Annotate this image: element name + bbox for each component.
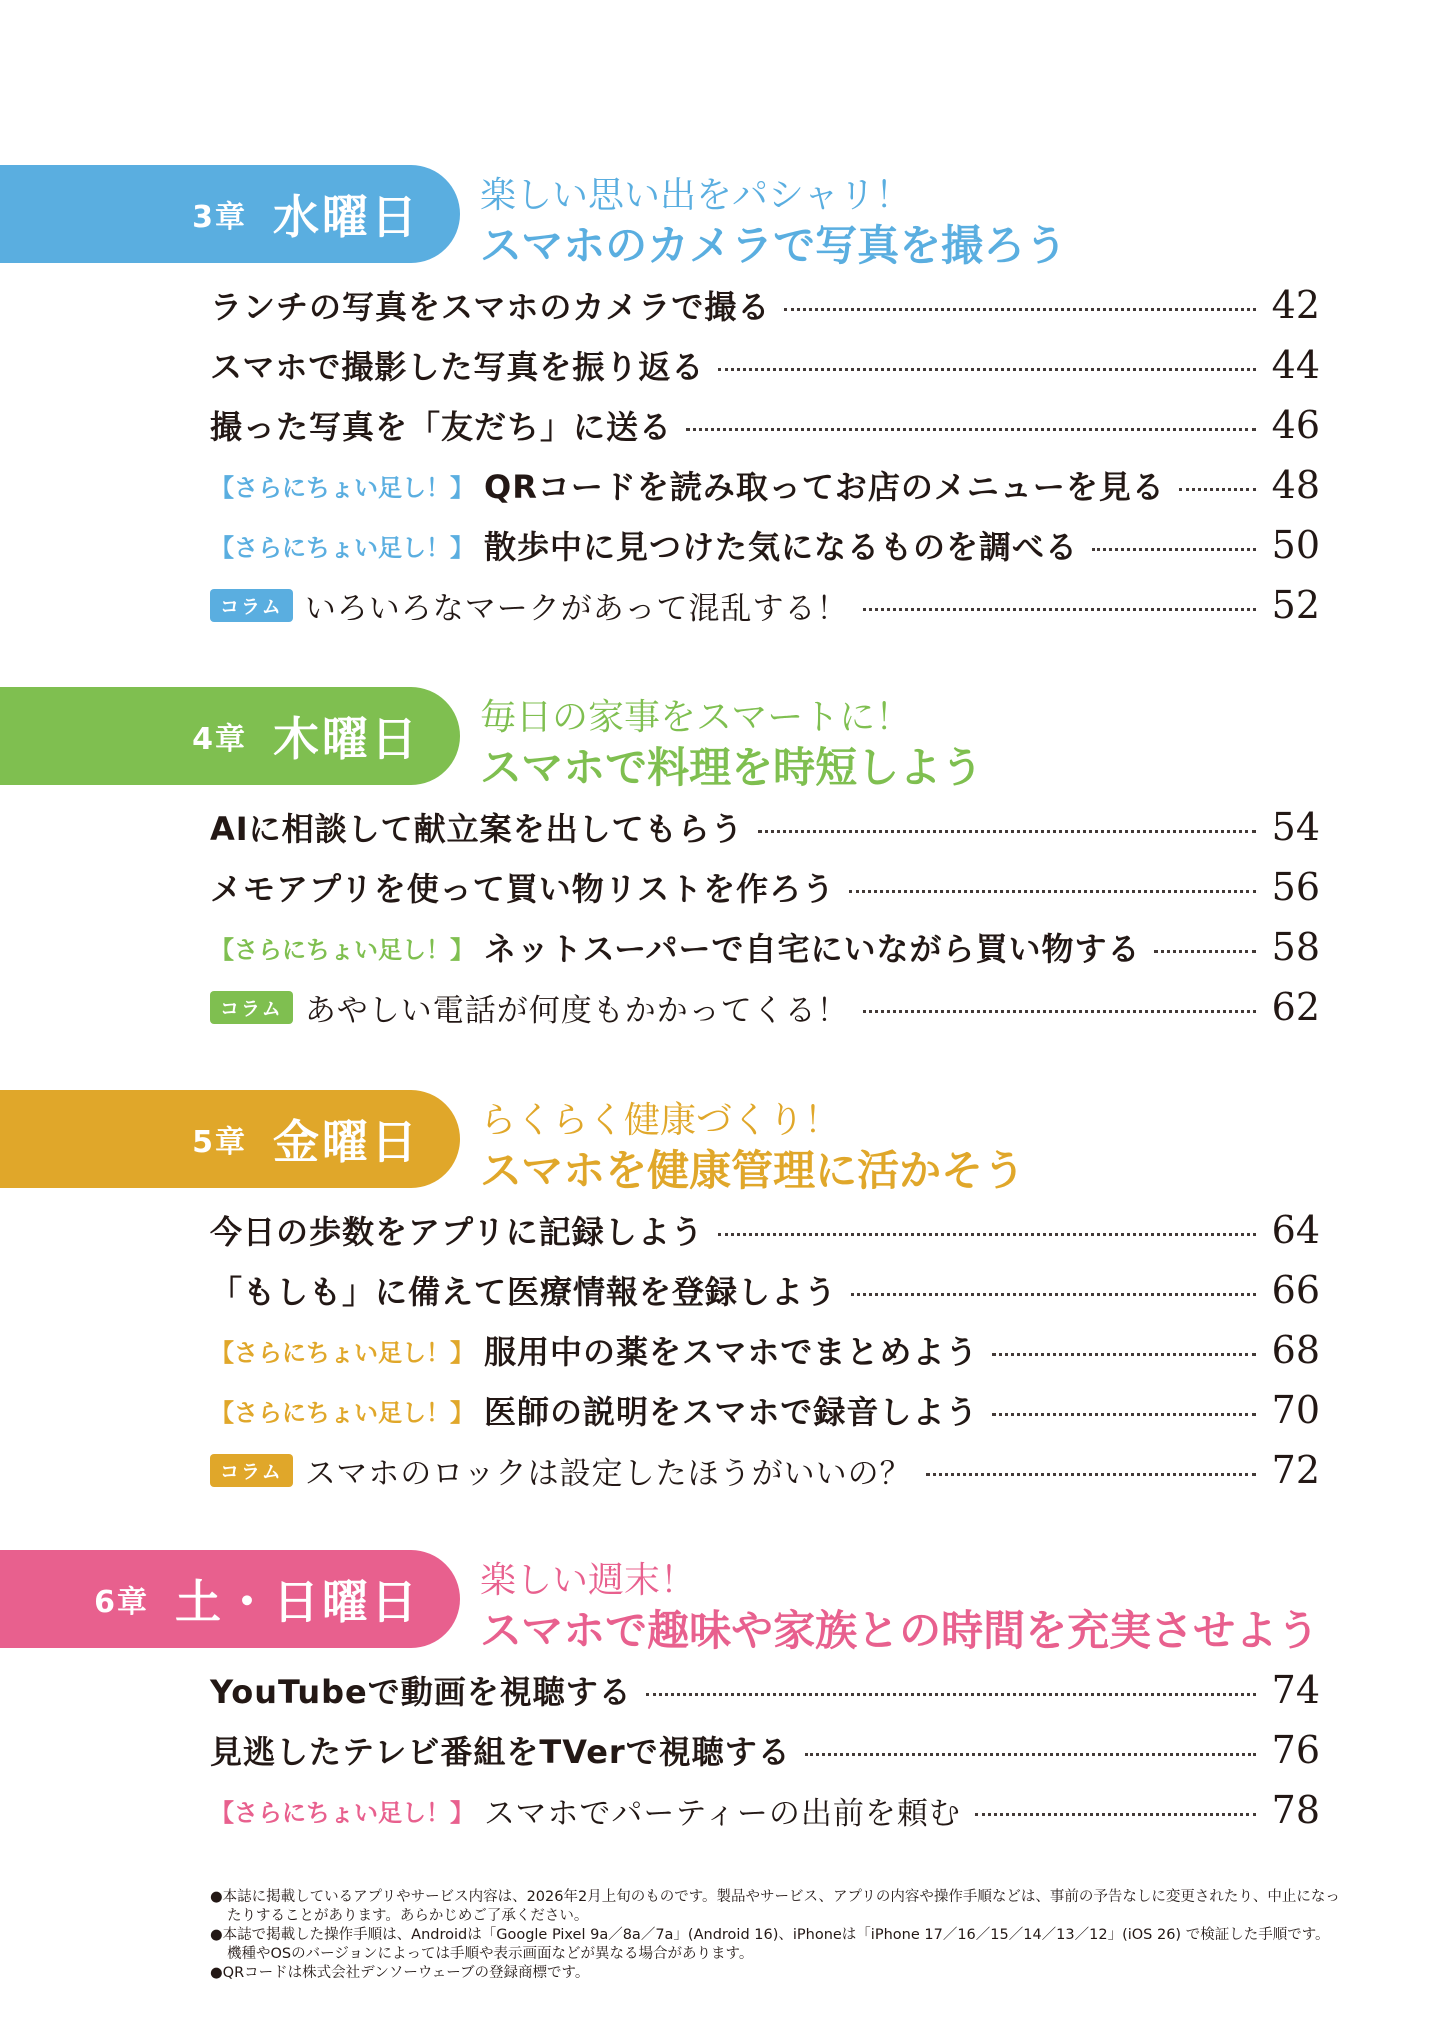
toc-entry[interactable] (210, 575, 1320, 635)
leader-dots (646, 1693, 1256, 1696)
entry-title: 「もしも」に備えて医療情報を登録しよう (210, 1273, 838, 1311)
toc-entry[interactable] (210, 1200, 1320, 1260)
leader-dots (758, 830, 1256, 833)
leader-dots (849, 890, 1256, 893)
column-badge: コラム (210, 991, 293, 1024)
chapter-day: 金曜日 (273, 1115, 420, 1169)
toc-entry[interactable] (210, 515, 1320, 575)
toc-entry[interactable] (210, 797, 1320, 857)
toc-entry[interactable] (210, 1380, 1320, 1440)
entry-title: QRコードを読み取ってお店のメニューを見る (484, 468, 1165, 506)
page-number: 48 (1271, 463, 1320, 507)
extra-badge: 【さらにちょい足し！】 (210, 1398, 474, 1427)
chapter-heading: スマホを健康管理に活かそう (480, 1146, 1026, 1195)
footnote: ●本誌に掲載しているアプリやサービス内容は、2026年2月上旬のものです。製品やサービス、アプリの内容や操作手順などは、事前の予告なしに変更されたり、中止になったりすることがあります。あらかじめご了承ください。 (210, 1889, 1340, 1924)
page-number: 74 (1271, 1668, 1320, 1712)
page-number: 68 (1271, 1328, 1320, 1372)
leader-dots (718, 1233, 1256, 1236)
extra-badge: 【さらにちょい足し！】 (210, 1338, 474, 1367)
chapter-number: 3章 (192, 200, 247, 235)
leader-dots (851, 1293, 1256, 1296)
leader-dots (992, 1353, 1256, 1356)
toc-entry[interactable] (210, 275, 1320, 335)
chapter-day: 水曜日 (273, 190, 420, 244)
chapter-heading: スマホのカメラで写真を撮ろう (480, 221, 1068, 270)
chapter-day: 土・日曜日 (175, 1575, 420, 1629)
page-number: 78 (1271, 1788, 1320, 1832)
leader-dots (975, 1813, 1256, 1816)
extra-badge: 【さらにちょい足し！】 (210, 935, 474, 964)
chapter-heading: スマホで料理を時短しよう (480, 743, 984, 792)
chapter-day: 木曜日 (273, 712, 420, 766)
leader-dots (863, 608, 1256, 611)
leader-dots (784, 308, 1256, 311)
column-badge: コラム (210, 589, 293, 622)
page-number: 64 (1271, 1208, 1320, 1252)
entry-title: スマホで撮影した写真を振り返る (210, 348, 705, 386)
page-number: 42 (1271, 283, 1320, 327)
extra-badge: 【さらにちょい足し！】 (210, 1798, 474, 1827)
chapter-tab (0, 165, 460, 263)
page-number: 46 (1271, 403, 1320, 447)
chapter-number: 4章 (192, 722, 247, 757)
entry-title: 医師の説明をスマホで録音しよう (484, 1393, 979, 1431)
toc-entry[interactable] (210, 1780, 1320, 1840)
page-number: 66 (1271, 1268, 1320, 1312)
entry-title: スマホでパーティーの出前を頼む (484, 1795, 961, 1832)
chapter-subtitle: 楽しい週末！ (480, 1560, 697, 1601)
entry-title: AIに相談して献立案を出してもらう (210, 810, 744, 848)
page-number: 44 (1271, 343, 1320, 387)
page-number: 58 (1271, 925, 1320, 969)
chapter-tab (0, 1550, 460, 1648)
footnotes (210, 1888, 1340, 1983)
entry-list (210, 1200, 1320, 1500)
chapter-number: 6章 (94, 1585, 149, 1620)
chapter-number: 5章 (192, 1125, 247, 1160)
entry-list (210, 275, 1320, 635)
entry-title: メモアプリを使って買い物リストを作ろう (210, 870, 836, 908)
entry-title: 見逃したテレビ番組をTVerで視聴する (210, 1733, 791, 1771)
chapter-subtitle: 楽しい思い出をパシャリ！ (480, 175, 912, 216)
page-number: 62 (1271, 985, 1320, 1029)
toc-entry[interactable] (210, 917, 1320, 977)
chapter-tab (0, 687, 460, 785)
extra-badge: 【さらにちょい足し！】 (210, 533, 474, 562)
leader-dots (992, 1413, 1256, 1416)
leader-dots (686, 428, 1256, 431)
leader-dots (805, 1753, 1256, 1756)
page-number: 76 (1271, 1728, 1320, 1772)
chapter-heading: スマホで趣味や家族との時間を充実させよう (480, 1606, 1320, 1655)
leader-dots (926, 1473, 1256, 1476)
toc-entry[interactable] (210, 1660, 1320, 1720)
toc-entry[interactable] (210, 1320, 1320, 1380)
entry-title: 散歩中に見つけた気になるものを調べる (484, 528, 1079, 566)
page-number: 70 (1271, 1388, 1320, 1432)
page-number: 72 (1271, 1448, 1320, 1492)
entry-title: 撮った写真を「友だち」に送る (210, 408, 673, 446)
entry-list (210, 1660, 1320, 1840)
entry-title: いろいろなマークがあって混乱する！ (304, 590, 849, 627)
entry-list (210, 797, 1320, 1037)
chapter-tab (0, 1090, 460, 1188)
chapter-subtitle: らくらく健康づくり！ (480, 1100, 841, 1141)
entry-title: YouTubeで動画を視聴する (210, 1673, 632, 1711)
page-number: 54 (1271, 805, 1320, 849)
leader-dots (1092, 548, 1256, 551)
toc-entry[interactable] (210, 335, 1320, 395)
toc-entry[interactable] (210, 455, 1320, 515)
toc-entry[interactable] (210, 1260, 1320, 1320)
leader-dots (1179, 488, 1256, 491)
page-number: 52 (1271, 583, 1320, 627)
entry-title: ランチの写真をスマホのカメラで撮る (210, 288, 771, 326)
toc-entry[interactable] (210, 395, 1320, 455)
extra-badge: 【さらにちょい足し！】 (210, 473, 474, 502)
leader-dots (863, 1010, 1256, 1013)
toc-entry[interactable] (210, 1720, 1320, 1780)
entry-title: 服用中の薬をスマホでまとめよう (484, 1333, 979, 1371)
column-badge: コラム (210, 1454, 293, 1487)
footnote: ●QRコードは株式会社デンソーウェーブの登録商標です。 (210, 1965, 590, 1981)
chapter-subtitle: 毎日の家事をスマートに！ (480, 697, 912, 738)
page-number: 56 (1271, 865, 1320, 909)
toc-entry[interactable] (210, 977, 1320, 1037)
page-number: 50 (1271, 523, 1320, 567)
leader-dots (718, 368, 1256, 371)
entry-title: ネットスーパーで自宅にいながら買い物する (484, 930, 1141, 968)
toc-entry[interactable] (210, 1440, 1320, 1500)
leader-dots (1154, 950, 1256, 953)
entry-title: スマホのロックは設定したほうがいいの？ (304, 1455, 912, 1492)
entry-title: あやしい電話が何度もかかってくる！ (304, 992, 849, 1029)
toc-entry[interactable] (210, 857, 1320, 917)
entry-title: 今日の歩数をアプリに記録しよう (210, 1213, 704, 1251)
footnote: ●本誌で掲載した操作手順は、Androidは「Google Pixel 9a／8a／7a」(Android 16)、iPhoneは「iPhone 17／16／15／14／13／12」(iOS 26) で検証した手順です。機種やOSのバージョンによっては手順や表示画面などが異なる場合があります。 (210, 1927, 1330, 1962)
